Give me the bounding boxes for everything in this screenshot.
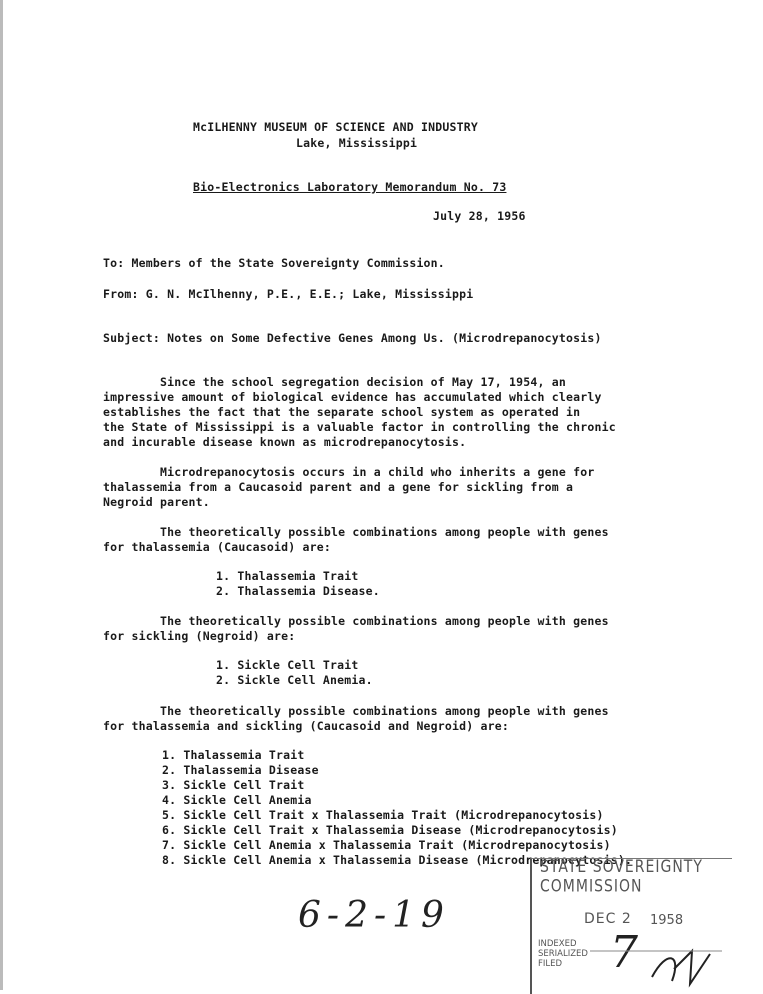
stamp-label-filed: FILED — [538, 959, 563, 969]
paragraph-line: Microdrepanocytosis occurs in a child who inherits a gene for — [103, 465, 595, 479]
stamp-year: 1958 — [650, 913, 684, 928]
org-name: McILHENNY MUSEUM OF SCIENCE AND INDUSTRY — [193, 120, 478, 134]
stamp-label-indexed: INDEXED — [538, 939, 577, 949]
list-item: 7. Sickle Cell Anemia x Thalassemia Trait (Microdrepanocytosis) — [162, 838, 611, 852]
paragraph-line: The theoretically possible combinations among people with genes — [103, 525, 609, 539]
received-stamp — [530, 858, 732, 994]
signature-scribble-icon — [532, 859, 732, 994]
paragraph-line: for thalassemia (Caucasoid) are: — [103, 540, 331, 554]
list-item: 1. Thalassemia Trait — [162, 748, 305, 762]
subject-line: Subject: Notes on Some Defective Genes Among Us. (Microdrepanocytosis) — [103, 331, 602, 345]
list-item: 1. Sickle Cell Trait — [216, 658, 359, 672]
paragraph-line: The theoretically possible combinations among people with genes — [103, 614, 609, 628]
from-line: From: G. N. McIlhenny, P.E., E.E.; Lake, Mississippi — [103, 287, 474, 301]
to-line: To: Members of the State Sovereignty Commission. — [103, 256, 445, 270]
memo-date: July 28, 1956 — [433, 209, 526, 223]
handwritten-file-number: 6-2-19 — [298, 895, 450, 936]
paragraph-line: for sickling (Negroid) are: — [103, 629, 296, 643]
list-item: 5. Sickle Cell Trait x Thalassemia Trait (Microdrepanocytosis) — [162, 808, 604, 822]
stamp-date: DEC 2 — [584, 911, 632, 927]
paragraph-line: thalassemia from a Caucasoid parent and a gene for sickling from a — [103, 480, 574, 494]
list-item: 3. Sickle Cell Trait — [162, 778, 305, 792]
paragraph-line: for thalassemia and sickling (Caucasoid and Negroid) are: — [103, 719, 510, 733]
list-item: 2. Thalassemia Disease. — [216, 584, 380, 598]
list-item: 8. Sickle Cell Anemia x Thalassemia Disease (Microdrepanocytosis). — [162, 853, 633, 867]
paragraph-line: the State of Mississippi is a valuable factor in controlling the chronic — [103, 420, 616, 434]
paragraph-line: Since the school segregation decision of May 17, 1954, an — [103, 375, 567, 389]
paragraph-line: impressive amount of biological evidence has accumulated which clearly — [103, 390, 602, 404]
paragraph-line: Negroid parent. — [103, 495, 210, 509]
org-location: Lake, Mississippi — [296, 136, 418, 150]
list-item: 1. Thalassemia Trait — [216, 569, 359, 583]
page-edge — [0, 0, 3, 990]
list-item: 4. Sickle Cell Anemia — [162, 793, 312, 807]
stamp-title: STATE SOVEREIGNTY COMMISSION — [540, 857, 703, 897]
paragraph-line: establishes the fact that the separate school system as operated in — [103, 405, 581, 419]
memo-title: Bio-Electronics Laboratory Memorandum No. 73 — [193, 180, 507, 194]
list-item: 6. Sickle Cell Trait x Thalassemia Disease (Microdrepanocytosis) — [162, 823, 618, 837]
list-item: 2. Thalassemia Disease — [162, 763, 319, 777]
paragraph-line: The theoretically possible combinations among people with genes — [103, 704, 609, 718]
list-item: 2. Sickle Cell Anemia. — [216, 673, 373, 687]
handwritten-stamp-mark: 7 — [610, 927, 638, 978]
stamp-label-serialized: SERIALIZED — [538, 949, 588, 959]
paragraph-line: and incurable disease known as microdrepanocytosis. — [103, 435, 467, 449]
